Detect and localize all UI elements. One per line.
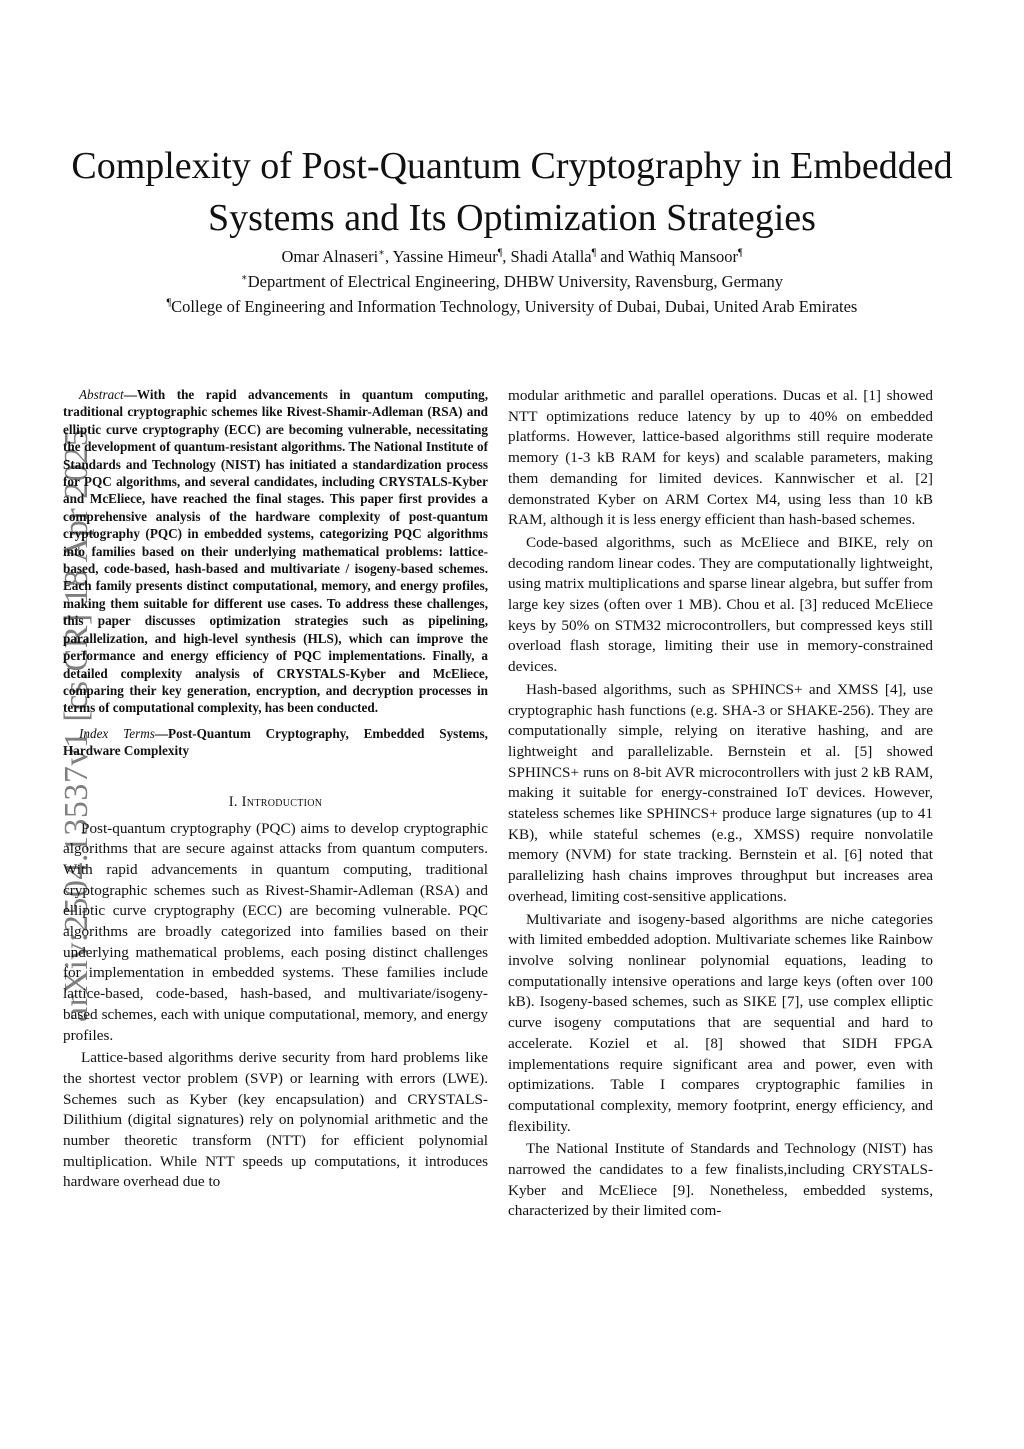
paper-title: Complexity of Post-Quantum Cryptography in Embedded Systems and Its Optimization Strategies (71, 145, 953, 239)
affiliation-mark: ¶ (591, 247, 597, 259)
author-name: Wathiq Mansoor (627, 247, 738, 266)
paragraph: Code-based algorithms, such as McEliece and BIKE, rely on decoding random linear codes. They are computationally lightweight, using matrix multiplications and sparse linear algebra, but suffer from large key sizes (often over 1 MB). Chou et al. [3] reduced McEliece keys by 50% on STM32 microcontrollers, but compressed keys still overload flash storage, limiting their use in memory-constrained devices. (508, 533, 933, 676)
author-separator: , (502, 247, 511, 266)
paragraph: Multivariate and isogeny-based algorithms are niche categories with limited embedded adoption. Multivariate schemes like Rainbow involve solving nonlinear polynomial equations, leading to computationally intensive operations and large keys (often over 100 kB). Isogeny-based schemes, such as SIKE [7], use complex elliptic curve isogeny computations that are sequential and hard to accelerate. Koziel et al. [8] showed that SIDH FPGA implementations require significant area and power, even with optimizations. Table I compares cryptographic families in computational complexity, memory footprint, energy efficiency, and flexibility. (508, 910, 933, 1135)
right-column (508, 386, 933, 1224)
affiliation-mark: ¶ (737, 247, 743, 259)
abstract (63, 386, 488, 717)
paragraph: Post-quantum cryptography (PQC) aims to develop cryptographic algorithms that are secure against attacks from quantum computers. With rapid advancements in quantum computing, traditional cryptographic schemes such as Rivest-Shamir-Adleman (RSA) and elliptic curve cryptography (ECC) are becoming vulnerable. PQC algorithms are broadly categorized into families based on their underlying mathematical problems, each posing distinct challenges for implementation in embedded systems. These families include lattice-based, code-based, hash-based, and multivariate/isogeny-based schemes, each with unique computational, memory, and energy profiles. (63, 819, 488, 1044)
paragraph: Lattice-based algorithms derive security from hard problems like the shortest vector problem (SVP) or learning with errors (LWE). Schemes such as Kyber (key encapsulation) and CRYSTALS-Dilithium (digital signatures) rely on polynomial arithmetic and the number theoretic transform (NTT) for efficient polynomial multiplication. While NTT speeds up computations, it introduces hardware overhead due to (63, 1049, 488, 1191)
affiliation-mark: ¶ (497, 247, 503, 259)
affiliation-text: Department of Electrical Engineering, DHBW University, Ravensburg, Germany (247, 272, 784, 291)
affiliation-line (40, 269, 984, 294)
affiliation-line (40, 294, 984, 319)
author-separator: , (384, 247, 393, 266)
index-terms-label: Index Terms (79, 725, 155, 741)
author-name: Shadi Atalla (510, 247, 592, 266)
paragraph: The National Institute of Standards and Technology (NIST) has narrowed the candidates to a few finalists,including CRYSTALS-Kyber and McEliece [9]. Nonetheless, embedded systems, characterized by their limited com- (508, 1140, 933, 1220)
author-name: Omar Alnaseri (281, 247, 379, 266)
paragraph: modular arithmetic and parallel operations. Ducas et al. [1] showed NTT optimizations reduce latency by up to 40% on embedded platforms. However, lattice-based algorithms still require moderate memory (1-3 kB RAM for keys) and scalable parameters, making them demanding for limited devices. Kannwischer et al. [2] demonstrated Kyber on ARM Cortex M4, using less than 10 kB RAM, although it is less energy efficient than hash-based schemes. (508, 387, 933, 529)
affiliation-mark: ¶ (166, 297, 172, 309)
affiliation-mark: ∗ (240, 272, 248, 284)
affiliation-text: College of Engineering and Information Technology, University of Dubai, Dubai, United Arab Emirates (171, 297, 858, 316)
index-terms (63, 725, 488, 760)
left-column (63, 386, 488, 1195)
author-name: Yassine Himeur (392, 247, 498, 266)
author-block (40, 244, 984, 319)
paragraph: Hash-based algorithms, such as SPHINCS+ and XMSS [4], use cryptographic hash functions (e.g. SHA-3 or SHAKE-256). They are computationally simple, relying on iterative hashing, and are lightweight and parallelizable. Bernstein et al. [5] showed SPHINCS+ runs on 8-bit AVR microcontrollers with just 2 kB RAM, making it suitable for energy-constrained IoT devices. However, stateless schemes like SPHINCS+ produce large signatures (up to 41 KB), while stateful schemes (e.g., XMSS) require nonvolatile memory (NVM) for state tracking. Bernstein et al. [6] noted that parallelizing hash chains improves throughput but increases area overhead, limiting cost-sensitive applications. (508, 680, 933, 905)
affiliation-mark: ∗ (378, 247, 385, 259)
author-separator: and (596, 247, 628, 266)
author-list (40, 244, 984, 269)
index-terms-text: —Post-Quantum Cryptography, Embedded Systems, Hardware Complexity (63, 725, 488, 759)
arxiv-stamp: arXiv:2504.13537v1 [cs.CR] 18 Apr 2025 (58, 428, 95, 1022)
abstract-text: —With the rapid advancements in quantum computing, traditional cryptographic schemes like Rivest-Shamir-Adleman (RSA) and elliptic curve cryptography (ECC) are becoming vulnerable, necessitating the development of quantum-resistant algorithms. The National Institute of Standards and Technology (NIST) has initiated a standardization process for PQC algorithms, and several candidates, including CRYSTALS-Kyber and McEliece, have reached the final stages. This paper first provides a comprehensive analysis of the hardware complexity of post-quantum cryptography (PQC) in embedded systems, categorizing PQC algorithms into families based on their underlying mathematical problems: lattice-based, code-based, hash-based and multivariate / isogeny-based schemes. Each family presents distinct computational, memory, and energy profiles, making them suitable for different use cases. To address these challenges, this paper discusses optimization strategies such as pipelining, parallelization, and high-level synthesis (HLS), which can improve the performance and energy efficiency of PQC implementations. Finally, a detailed complexity analysis of CRYSTALS-Kyber and McEliece, comparing their key generation, encryption, and decryption processes in terms of computational complexity, has been conducted. (63, 387, 488, 716)
abstract-label: Abstract (79, 387, 124, 402)
section-heading: I. Introduction (228, 793, 323, 810)
